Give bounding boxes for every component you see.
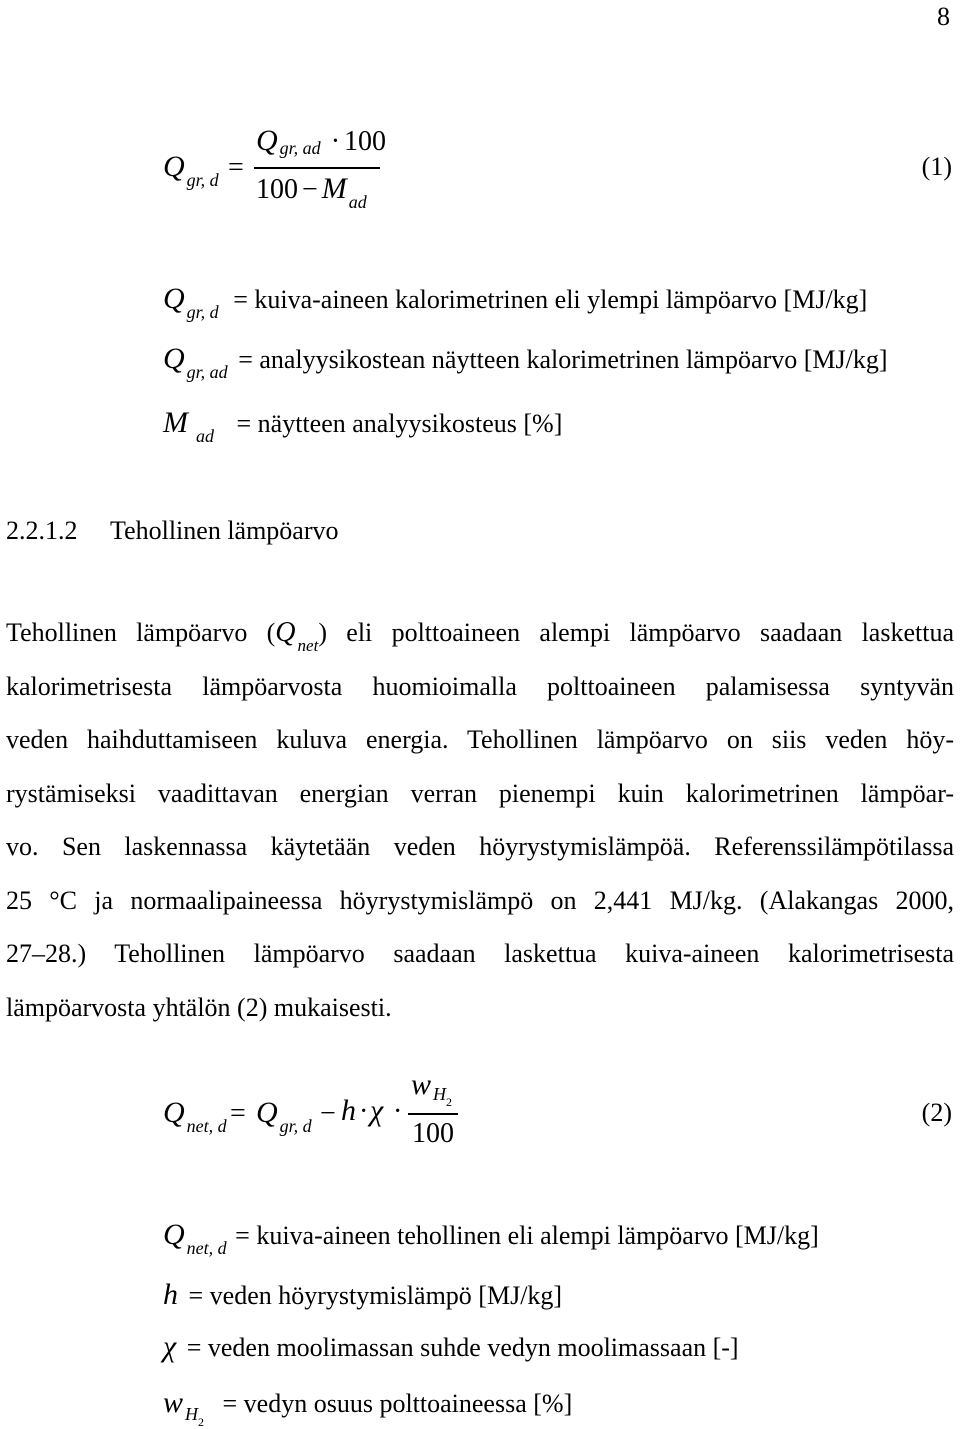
def1-subscript: ad [196,426,214,446]
eq2-numerator-subscript: H [433,1084,447,1104]
def1-row [163,406,563,446]
eq2-number: (2) [921,1098,952,1127]
paragraph-text: ) eli polttoaineen alempi lämpöarvo saadaan laskettua [318,618,954,647]
eq2-term1 [256,1096,312,1136]
def2-symbol: Q [163,1218,185,1251]
eq2-equals: = [230,1098,246,1129]
eq1-numerator-dot: · [330,126,341,157]
eq1-number: (1) [921,152,952,181]
eq2-dot1: · [359,1096,369,1127]
def2-text: = veden moolimassan suhde vedyn moolimassaan [-] [186,1333,739,1362]
paragraph-subscript: net [297,636,319,655]
def1-text: = näytteen analyysikosteus [%] [236,409,563,438]
def1-symbol: Q [163,342,185,375]
def1-row [163,342,888,382]
eq1-numerator-symbol: Q [256,124,278,157]
paragraph-line [6,606,954,660]
def1-subscript: gr, ad [186,362,228,382]
page-number: 8 [937,2,950,31]
paragraph-line: rystämiseksi vaadittavan energian verran pienempi kuin kalorimetrinen lämpöar- [6,778,954,808]
eq1-denominator-symbol: M [321,172,347,205]
def1-symbol: M [163,406,188,439]
def2-text: = vedyn osuus polttoaineessa [%] [222,1389,573,1418]
paragraph-line: vo. Sen laskennassa käytetään veden höyrystymislämpöä. Referenssilämpötilassa [6,832,954,861]
eq1-lhs [163,150,219,190]
eq2-lhs-subscript: net, d [186,1116,227,1136]
def2-subsubscript: 2 [198,1415,205,1429]
eq2-dot2: · [393,1096,403,1127]
eq1-denominator-subscript: ad [348,192,367,212]
def2-subscript: H [185,1404,199,1424]
eq1-denominator-minus: − [302,174,318,205]
paragraph-text: Tehollinen lämpöarvo ( [6,618,276,647]
def2-symbol: χ [163,1330,177,1363]
eq1-denominator-value: 100 [256,174,298,205]
eq1-numerator [256,124,386,158]
eq1-lhs-subscript: gr, d [186,170,219,190]
section-heading [6,516,339,546]
eq2-h-symbol: h [341,1094,356,1127]
def2-row [163,1278,562,1312]
eq2-lhs [163,1096,227,1136]
def2-row [163,1218,819,1258]
section-title: Tehollinen lämpöarvo [110,516,339,545]
eq2-term1-symbol: Q [256,1096,278,1129]
paragraph-line: kalorimetrisesta lämpöarvosta huomioimalla polttoaineen palamisessa syntyvän [6,671,954,701]
eq2-term1-subscript: gr, d [279,1116,312,1136]
eq2-denominator: 100 [412,1118,454,1149]
eq1-numerator-subscript: gr, ad [279,138,321,158]
def1-text: = analyysikostean näytteen kalorimetrinen lämpöarvo [MJ/kg] [238,345,888,374]
def2-subscript: net, d [186,1238,227,1258]
paragraph-line: 25 °C ja normaalipaineessa höyrystymislämpö on 2,441 MJ/kg. (Alakangas 2000, [6,885,954,915]
def1-symbol: Q [163,282,185,315]
eq2-numerator-symbol: w [411,1068,432,1101]
paragraph-symbol: Q [275,617,296,648]
def1-row [163,282,868,322]
section-number: 2.2.1.2 [6,516,78,545]
eq2-lhs-symbol: Q [163,1096,185,1129]
body-paragraph [6,606,954,1034]
eq2-numerator-subsubscript: 2 [446,1095,453,1109]
def2-text: = kuiva-aineen tehollinen eli alempi lämpöarvo [MJ/kg] [235,1221,819,1250]
def1-subscript: gr, d [186,302,219,322]
eq1-equals: = [228,152,244,183]
eq1-denominator [256,172,367,212]
eq2-numerator [411,1068,453,1109]
def2-row [163,1330,739,1364]
def2-symbol: h [163,1278,178,1311]
eq1-numerator-value: 100 [344,126,387,157]
def2-text: = veden höyrystymislämpö [MJ/kg] [188,1281,563,1310]
eq2-minus: − [320,1098,336,1129]
def2-symbol: w [163,1386,184,1419]
paragraph-line: lämpöarvosta yhtälön (2) mukaisesti. [6,992,392,1022]
def1-text: = kuiva-aineen kalorimetrinen eli ylempi lämpöarvo [MJ/kg] [233,285,868,314]
eq2-chi-symbol: χ [370,1094,384,1127]
eq1-lhs-symbol: Q [163,150,185,183]
eq2-fraction-line [408,1113,458,1115]
def2-row [163,1386,573,1429]
paragraph-line: 27–28.) Tehollinen lämpöarvo saadaan laskettua kuiva-aineen kalorimetrisesta [6,939,954,968]
eq1-fraction-line [254,167,380,169]
paragraph-line: veden haihduttamiseen kuluva energia. Tehollinen lämpöarvo on siis veden höy- [6,725,954,754]
